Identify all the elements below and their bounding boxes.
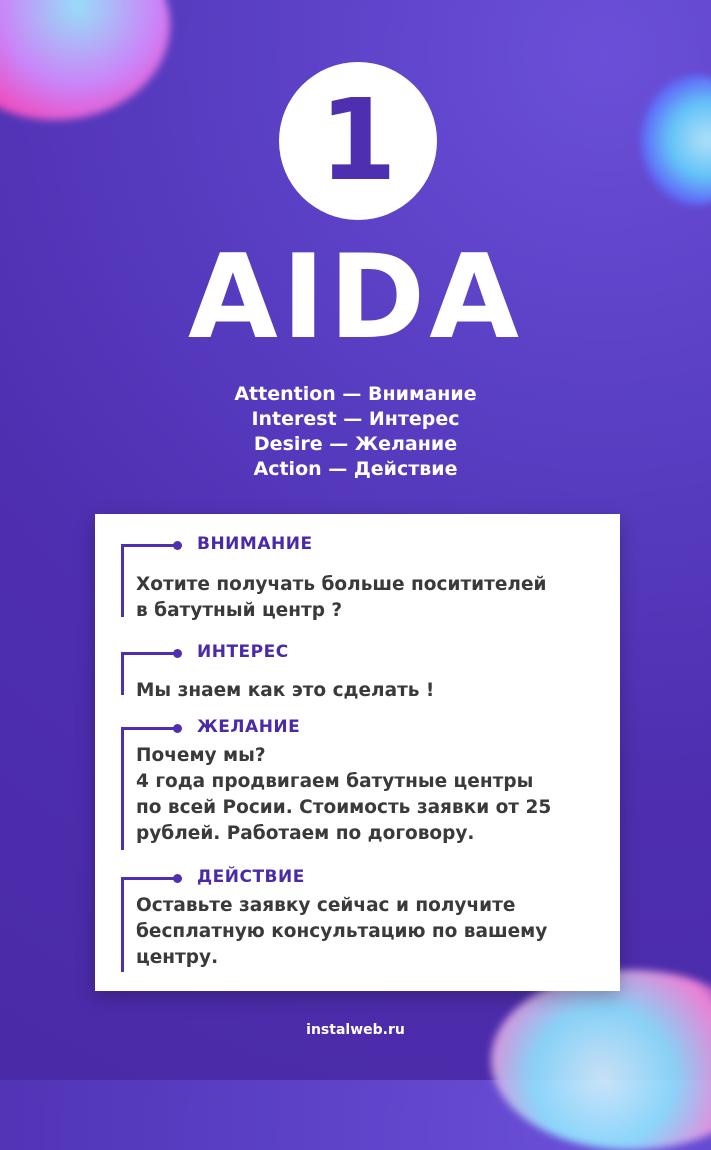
section-heading: ВНИМАНИЕ [197,534,313,554]
section-text: Почему мы? 4 года продвигаем батутные центры по всей Росии. Стоимость заявки от 25 рублей. Работаем по договору. [136,745,552,844]
footer-website: instalweb.ru [306,1022,405,1038]
pair-attention: Attention — Внимание [234,383,477,405]
pair-desire: Desire — Желание [253,433,458,455]
decorative-blob-bottom-right [491,970,711,1150]
decorative-blob-top-left [0,0,170,120]
page-title: AIDA [188,230,523,365]
section-heading: ДЕЙСТВИЕ [197,867,305,887]
section-text: Мы знаем как это сделать ! [136,680,435,701]
decorative-blob-right [641,75,711,205]
step-number-badge [279,62,437,220]
content-card [95,514,620,991]
section-heading: ЖЕЛАНИЕ [197,717,301,737]
pair-interest: Interest — Интерес [251,408,460,430]
bullet-dot-icon [173,649,182,658]
step-number: 1 [319,76,397,206]
section-text: Хотите получать больше поситителей в батутный центр ? [136,574,547,621]
pair-action: Action — Действие [253,458,458,480]
bullet-dot-icon [173,874,182,883]
aida-pairs-list [0,382,711,482]
section-text: Оставьте заявку сейчас и получите бесплатную консультацию по вашему центру. [136,895,548,968]
bullet-dot-icon [173,724,182,733]
section-heading: ИНТЕРЕС [197,642,289,662]
bullet-dot-icon [173,541,182,550]
